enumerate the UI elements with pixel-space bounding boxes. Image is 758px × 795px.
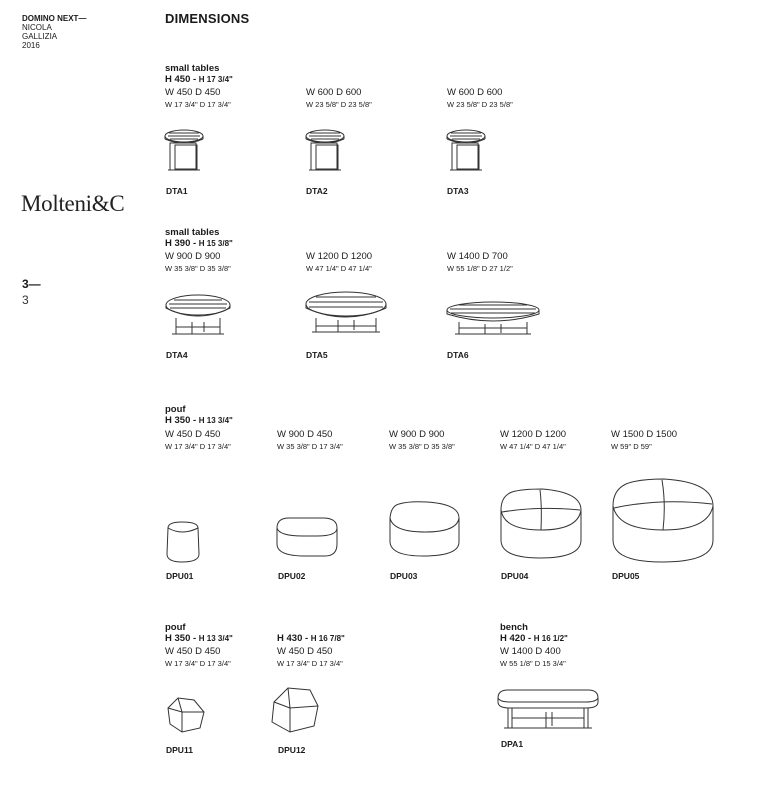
- group-label: small tables: [165, 227, 220, 238]
- item-dimensions-in: W 17 3/4" D 17 3/4": [165, 100, 231, 109]
- item-dimensions-in: W 55 1/8" D 27 1/2": [447, 264, 513, 273]
- group-height-in: H 16 7/8": [310, 634, 345, 643]
- group-height-mm: H 430 -: [277, 633, 309, 644]
- item-dimensions-mm: W 900 D 900: [165, 251, 221, 262]
- item-dimensions-in: W 47 1/4" D 47 1/4": [500, 442, 566, 451]
- item-code: DTA4: [166, 350, 188, 360]
- item-dimensions-mm: W 450 D 450: [165, 646, 221, 657]
- group-height-mm: H 390 -: [165, 238, 197, 249]
- small-round-table-drawing: [162, 128, 206, 176]
- faceted-pouf-drawing: [164, 694, 208, 734]
- item-code: DPU11: [166, 745, 193, 755]
- item-dimensions-mm: W 900 D 450: [277, 429, 333, 440]
- item-dimensions-mm: W 600 D 600: [447, 87, 503, 98]
- group-height: [165, 74, 233, 85]
- page-title: DIMENSIONS: [165, 11, 250, 26]
- item-dimensions-in: W 35 3/8" D 17 3/4": [277, 442, 343, 451]
- item-dimensions-in: W 55 1/8" D 15 3/4": [500, 659, 566, 668]
- item-dimensions-mm: W 1500 D 1500: [611, 429, 678, 440]
- item-dimensions-mm: W 450 D 450: [165, 87, 221, 98]
- item-dimensions-in: W 35 3/8" D 35 3/8": [389, 442, 455, 451]
- low-round-table-drawing: [164, 294, 232, 340]
- item-dimensions-in: W 23 5/8" D 23 5/8": [306, 100, 372, 109]
- group-height-mm: H 420 -: [500, 633, 532, 644]
- item-dimensions-in: W 47 1/4" D 47 1/4": [306, 264, 372, 273]
- collection-name: DOMINO NEXT—: [22, 14, 87, 23]
- collection-year: 2016: [22, 41, 40, 50]
- item-code: DPU04: [501, 571, 529, 581]
- group-height: [165, 238, 233, 249]
- item-code: DPA1: [501, 739, 524, 749]
- item-dimensions-mm: W 450 D 450: [277, 646, 333, 657]
- item-code: DPU05: [612, 571, 640, 581]
- item-dimensions-in: W 17 3/4" D 17 3/4": [165, 442, 231, 451]
- brand-logo: Molteni&C: [21, 191, 125, 216]
- group-height-mm: H 350 -: [165, 633, 197, 644]
- oval-pouf-drawing: [275, 514, 339, 558]
- group-label: bench: [500, 622, 528, 633]
- group-height: [165, 633, 233, 644]
- small-round-table-drawing: [303, 128, 347, 176]
- item-dimensions-mm: W 600 D 600: [306, 87, 362, 98]
- group-height: [277, 633, 345, 644]
- bench-drawing: [496, 686, 600, 734]
- faceted-pouf-drawing: [266, 684, 322, 736]
- item-dimensions-mm: W 1400 D 400: [500, 646, 561, 657]
- item-dimensions-mm: W 900 D 900: [389, 429, 445, 440]
- item-code: DPU01: [166, 571, 194, 581]
- item-dimensions-mm: W 1200 D 1200: [500, 429, 567, 440]
- group-height-mm: H 350 -: [165, 415, 197, 426]
- group-height-in: H 15 3/8": [198, 239, 233, 248]
- item-code: DPU02: [278, 571, 306, 581]
- item-code: DPU03: [390, 571, 418, 581]
- low-oval-table-drawing: [445, 300, 541, 340]
- item-dimensions-in: W 59" D 59": [611, 442, 652, 451]
- group-height: [500, 633, 568, 644]
- low-round-table-drawing: [304, 290, 388, 338]
- item-code: DPU12: [278, 745, 306, 755]
- item-dimensions-in: W 23 5/8" D 23 5/8": [447, 100, 513, 109]
- item-code: DTA6: [447, 350, 469, 360]
- item-dimensions-mm: W 450 D 450: [165, 429, 221, 440]
- quartered-pouf-drawing: [610, 476, 716, 566]
- group-height-mm: H 450 -: [165, 74, 197, 85]
- small-round-table-drawing: [444, 128, 488, 176]
- group-height-in: H 13 3/4": [198, 634, 233, 643]
- group-label: pouf: [165, 622, 186, 633]
- item-dimensions-mm: W 1200 D 1200: [306, 251, 373, 262]
- item-code: DTA3: [447, 186, 469, 196]
- designer-first-name: NICOLA: [22, 23, 52, 32]
- page-marker: 3—: [22, 277, 41, 291]
- item-code: DTA1: [166, 186, 188, 196]
- quartered-pouf-drawing: [498, 486, 584, 562]
- group-label: small tables: [165, 63, 220, 74]
- group-height-in: H 16 1/2": [533, 634, 568, 643]
- group-label: pouf: [165, 404, 186, 415]
- group-height: [165, 415, 233, 426]
- item-dimensions-in: W 17 3/4" D 17 3/4": [165, 659, 231, 668]
- group-height-in: H 13 3/4": [198, 416, 233, 425]
- designer-last-name: GALLIZIA: [22, 32, 58, 41]
- group-height-in: H 17 3/4": [198, 75, 233, 84]
- item-code: DTA5: [306, 350, 328, 360]
- round-pouf-drawing: [387, 498, 463, 560]
- round-pouf-drawing: [164, 520, 202, 564]
- item-dimensions-in: W 17 3/4" D 17 3/4": [277, 659, 343, 668]
- item-dimensions-mm: W 1400 D 700: [447, 251, 508, 262]
- page-number: 3: [22, 293, 29, 307]
- item-dimensions-in: W 35 3/8" D 35 3/8": [165, 264, 231, 273]
- item-code: DTA2: [306, 186, 328, 196]
